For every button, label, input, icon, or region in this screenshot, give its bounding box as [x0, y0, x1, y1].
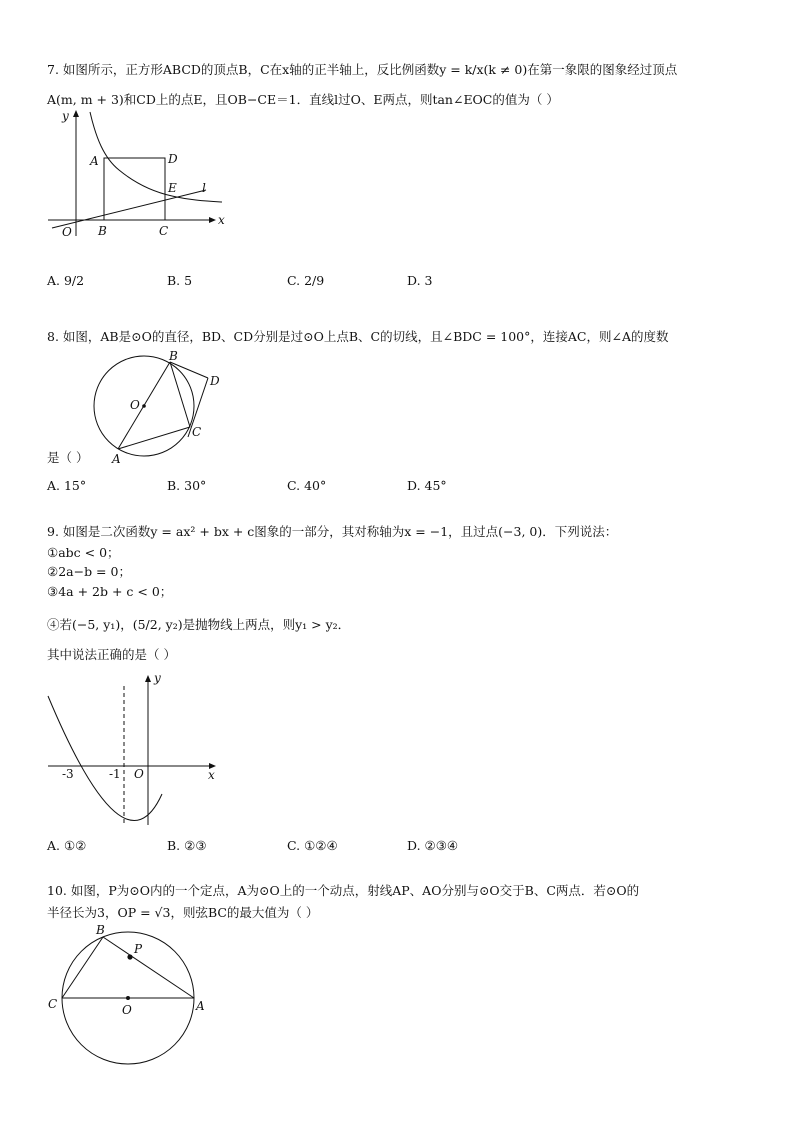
q9-label-y: y [154, 671, 161, 685]
q7-label-E: E [168, 181, 177, 195]
q9-statement-3: ③4a + 2b + c < 0； [47, 584, 173, 599]
q7-label-x: x [218, 213, 225, 227]
q9-option-a[interactable]: A. ①② [47, 838, 87, 853]
q7-stem-line-1: 7. 如图所示，正方形ABCD的顶点B，C在x轴的正半轴上，反比例函数y = k/x(k ≠ 0)在第一象限的图象经过顶点 [47, 62, 678, 77]
q10-figure [44, 920, 216, 1070]
q10-label-C: C [48, 997, 58, 1011]
q10-point-P [127, 954, 132, 959]
q7-label-C: C [159, 224, 169, 238]
q10-label-O: O [122, 1003, 132, 1017]
q10-label-A: A [196, 999, 205, 1013]
q8-option-a[interactable]: A. 15° [47, 478, 87, 493]
q9-parabola [48, 696, 162, 821]
q7-option-c[interactable]: C. 2/9 [287, 273, 325, 288]
q7-label-D: D [168, 152, 178, 166]
q7-figure [44, 108, 234, 243]
q7-x-axis-arrow [209, 217, 216, 223]
q9-label-O: O [134, 767, 144, 781]
q8-label-B: B [169, 349, 178, 363]
q7-label-y: y [62, 109, 69, 123]
q9-statement-1: ①abc < 0； [47, 545, 120, 560]
q7-option-b[interactable]: B. 5 [167, 273, 193, 288]
q7-square-ABCD [104, 158, 165, 220]
q8-stem-line-2: 是（ ） [47, 450, 89, 465]
q9-option-c[interactable]: C. ①②④ [287, 838, 338, 853]
q7-label-B: B [98, 224, 107, 238]
q8-label-D: D [210, 374, 220, 388]
q9-question-line: 其中说法正确的是（ ） [47, 647, 176, 662]
q9-option-d[interactable]: D. ②③④ [407, 838, 459, 853]
q8-label-C: C [192, 425, 202, 439]
q9-label-minus-1: -1 [109, 767, 121, 781]
q8-label-O: O [130, 398, 140, 412]
q7-stem-line-2: A(m, m + 3)和CD上的点E，且OB−CE＝1．直线l过O、E两点，则tan∠EOC的值为（ ） [47, 92, 559, 107]
q10-stem-line-1: 10. 如图，P为⊙O内的一个定点，A为⊙O上的一个动点，射线AP、AO分别与⊙O交于B、C两点．若⊙O的 [47, 883, 640, 898]
q7-label-O: O [62, 225, 72, 239]
q9-label-x: x [208, 768, 215, 782]
q10-stem-line-2: 半径长为3，OP = √3，则弦BC的最大值为（ ） [47, 905, 319, 920]
q10-chord-BC [62, 937, 103, 998]
q7-label-A: A [90, 154, 99, 168]
q9-y-axis-arrow [145, 675, 151, 682]
q8-label-A: A [112, 452, 121, 466]
q9-statement-4: ④若(−5, y₁)，(5/2, y₂)是抛物线上两点，则y₁ > y₂． [47, 617, 351, 632]
q9-stem-line-1: 9. 如图是二次函数y = ax² + bx + c图象的一部分，其对称轴为x = −1，且过点(−3, 0)．下列说法： [47, 524, 618, 539]
q10-center-dot [126, 996, 130, 1000]
q9-statement-2: ②2a−b = 0； [47, 564, 131, 579]
q7-label-l: l [202, 181, 206, 195]
q9-option-b[interactable]: B. ②③ [167, 838, 207, 853]
q9-label-minus-3: -3 [62, 767, 74, 781]
q8-option-d[interactable]: D. 45° [407, 478, 447, 493]
q9-figure [44, 670, 224, 828]
q8-tangent-BD [170, 362, 208, 378]
q7-line-l [52, 190, 206, 228]
q10-chord-AB [103, 937, 194, 998]
q10-label-B: B [96, 923, 105, 937]
q7-y-axis-arrow [73, 110, 79, 117]
q8-option-b[interactable]: B. 30° [167, 478, 207, 493]
q7-option-d[interactable]: D. 3 [407, 273, 433, 288]
q8-stem-line-1: 8. 如图，AB是⊙O的直径，BD、CD分别是过⊙O上点B、C的切线，且∠BDC = 100°，连接AC，则∠A的度数 [47, 329, 669, 344]
q7-option-a[interactable]: A. 9/2 [47, 273, 85, 288]
q10-label-P: P [134, 942, 143, 956]
q8-figure [88, 345, 238, 467]
q8-option-c[interactable]: C. 40° [287, 478, 327, 493]
